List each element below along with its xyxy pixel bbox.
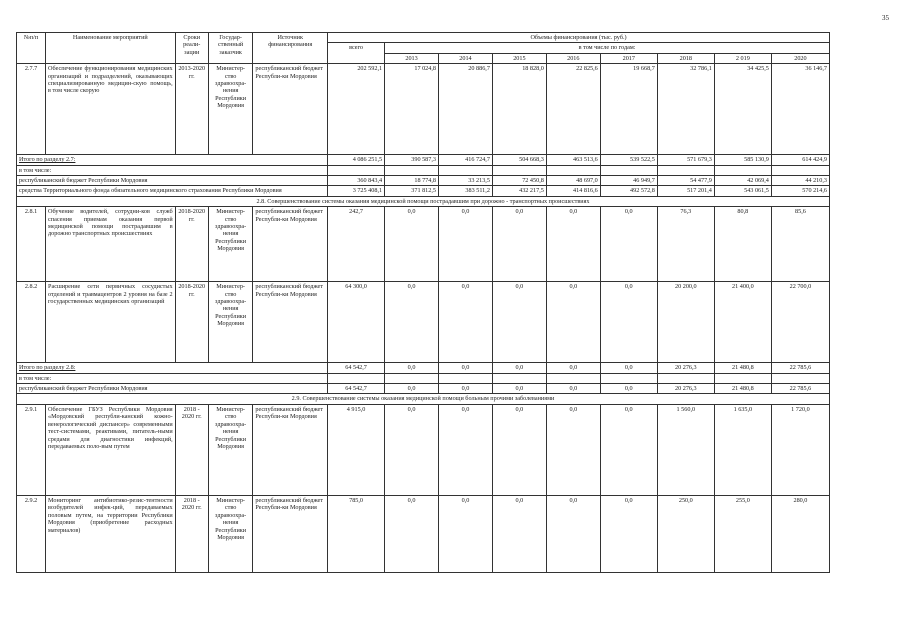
value-cell: 360 843,4	[328, 176, 385, 186]
value-cell: 44 210,3	[771, 176, 829, 186]
row-customer: Министер-ство здравоохра-нения Республики Мордовия	[208, 282, 253, 363]
table-row	[17, 363, 830, 373]
row-num: 2.9.1	[17, 404, 46, 495]
row-customer: Министер-ство здравоохра-нения Республики Мордовия	[208, 207, 253, 282]
value-cell: 33 213,5	[439, 176, 493, 186]
value-cell: 785,0	[328, 495, 385, 572]
value-cell: 0,0	[600, 363, 657, 373]
value-cell: 34 425,5	[714, 64, 771, 155]
row-customer: Министер-ство здравоохра-нения Республики Мордовия	[208, 404, 253, 495]
row-term: 2013-2020 гг.	[175, 64, 208, 155]
header-year: 2014	[439, 53, 493, 63]
value-cell: 416 724,7	[439, 155, 493, 165]
value-cell: 543 061,5	[714, 186, 771, 196]
value-cell: 383 511,2	[439, 186, 493, 196]
value-cell: 64 542,7	[328, 363, 385, 373]
value-cell: 255,0	[714, 495, 771, 572]
row-customer: Министер-ство здравоохра-нения Республики Мордовия	[208, 495, 253, 572]
page-number: 35	[882, 14, 889, 22]
value-cell: 0,0	[546, 363, 600, 373]
table-row	[17, 207, 830, 282]
total-label: Итого по разделу 2.8:	[17, 363, 328, 373]
table-row	[17, 165, 830, 175]
value-cell: 0,0	[385, 363, 439, 373]
value-cell: 18 828,0	[492, 64, 546, 155]
header-year: 2016	[546, 53, 600, 63]
value-cell: 17 024,8	[385, 64, 439, 155]
financing-table	[16, 32, 830, 573]
header-total: всего	[328, 43, 385, 64]
value-cell: 571 679,3	[657, 155, 714, 165]
header-volumes: Объемы финансирования (тыс. руб.)	[328, 33, 830, 43]
row-source: республиканский бюджет Республи-ки Мордовия	[253, 64, 328, 155]
value-cell: 0,0	[600, 384, 657, 394]
table-row	[17, 176, 830, 186]
row-event: Расширение сети первичных сосудистых отделений и травмацентров 2 уровня на базе 2 государственных медицинских организаций	[46, 282, 176, 363]
row-source: республиканский бюджет Республи-ки Мордовия	[253, 495, 328, 572]
value-cell: 21 480,8	[714, 363, 771, 373]
row-term: 2018-2020 гг.	[175, 207, 208, 282]
value-cell: 463 513,6	[546, 155, 600, 165]
value-cell: 0,0	[600, 495, 657, 572]
value-cell: 371 812,5	[385, 186, 439, 196]
value-cell: 22 700,0	[771, 282, 829, 363]
table-row	[17, 186, 830, 196]
value-cell: 539 522,5	[600, 155, 657, 165]
value-cell: 0,0	[385, 384, 439, 394]
row-term: 2018 - 2020 гг.	[175, 495, 208, 572]
row-num: 2.9.2	[17, 495, 46, 572]
value-cell: 0,0	[439, 363, 493, 373]
value-cell: 0,0	[546, 282, 600, 363]
header-year: 2013	[385, 53, 439, 63]
tfoms-label: средства Территориального фонда обязательного медицинского страхования Республики Мордовия	[17, 186, 328, 196]
row-term: 2018 - 2020 гг.	[175, 404, 208, 495]
table-row	[17, 155, 830, 165]
value-cell: 614 424,9	[771, 155, 829, 165]
value-cell: 76,3	[657, 207, 714, 282]
row-num: 2.8.1	[17, 207, 46, 282]
value-cell: 492 572,8	[600, 186, 657, 196]
value-cell: 0,0	[385, 207, 439, 282]
header-year: 2015	[492, 53, 546, 63]
value-cell: 1 720,0	[771, 404, 829, 495]
value-cell: 0,0	[439, 282, 493, 363]
value-cell: 0,0	[439, 207, 493, 282]
value-cell: 570 214,6	[771, 186, 829, 196]
value-cell: 0,0	[546, 207, 600, 282]
value-cell: 0,0	[546, 384, 600, 394]
row-event: Обеспечение ГБУЗ Республики Мордовия «Мордовский республи-канский кожно-венерологический диспансер» современными тест-системами, реактивами, питатель-ными средами для диагностики инфекций, передаваемых поло-вым путем	[46, 404, 176, 495]
value-cell: 414 816,6	[546, 186, 600, 196]
value-cell: 0,0	[600, 282, 657, 363]
table-row	[17, 373, 830, 383]
value-cell: 22 785,6	[771, 384, 829, 394]
value-cell: 20 276,3	[657, 363, 714, 373]
value-cell: 0,0	[439, 495, 493, 572]
value-cell: 0,0	[546, 404, 600, 495]
header-num: №п/п	[17, 33, 46, 64]
header-term: Сроки реали-зации	[175, 33, 208, 64]
section-title: 2.8. Совершенствование системы оказания медицинской помощи пострадавшим при дорожно - транспортных происшествиях	[17, 196, 830, 206]
section-row	[17, 394, 830, 404]
section-row	[17, 196, 830, 206]
row-num: 2.7.7	[17, 64, 46, 155]
value-cell: 21 480,8	[714, 384, 771, 394]
row-event: Мониторинг антибиотико-резис-тентности возбудителей инфек-ций, передаваемых половым путем, на территории Республики Мордовия (приобретение расходных материалов)	[46, 495, 176, 572]
row-source: республиканский бюджет Республи-ки Мордовия	[253, 282, 328, 363]
value-cell: 3 725 408,1	[328, 186, 385, 196]
header-source: Источник финансирования	[253, 33, 328, 64]
value-cell: 432 217,5	[492, 186, 546, 196]
value-cell: 280,0	[771, 495, 829, 572]
value-cell: 0,0	[600, 207, 657, 282]
budget-label: республиканский бюджет Республики Мордовия	[17, 384, 328, 394]
budget-label: республиканский бюджет Республики Мордовия	[17, 176, 328, 186]
value-cell: 18 774,8	[385, 176, 439, 186]
value-cell: 1 635,0	[714, 404, 771, 495]
value-cell: 32 786,1	[657, 64, 714, 155]
total-label: Итого по разделу 2.7:	[17, 155, 328, 165]
value-cell: 0,0	[439, 404, 493, 495]
row-term: 2018-2020 гг.	[175, 282, 208, 363]
value-cell: 585 130,9	[714, 155, 771, 165]
value-cell: 0,0	[546, 495, 600, 572]
value-cell: 202 592,1	[328, 64, 385, 155]
value-cell: 22 825,6	[546, 64, 600, 155]
value-cell: 0,0	[492, 384, 546, 394]
header-year: 2 019	[714, 53, 771, 63]
header-year: 2020	[771, 53, 829, 63]
row-num: 2.8.2	[17, 282, 46, 363]
value-cell: 504 668,3	[492, 155, 546, 165]
row-source: республиканский бюджет Республи-ки Мордовия	[253, 207, 328, 282]
table-row	[17, 64, 830, 155]
value-cell: 250,0	[657, 495, 714, 572]
incl-label: в том числе:	[17, 373, 328, 383]
value-cell: 0,0	[492, 363, 546, 373]
value-cell: 0,0	[492, 404, 546, 495]
header-year: 2017	[600, 53, 657, 63]
table-row	[17, 404, 830, 495]
value-cell: 0,0	[492, 495, 546, 572]
value-cell: 0,0	[439, 384, 493, 394]
table-row	[17, 495, 830, 572]
value-cell: 20 886,7	[439, 64, 493, 155]
value-cell: 48 697,0	[546, 176, 600, 186]
value-cell: 64 300,0	[328, 282, 385, 363]
value-cell: 1 560,0	[657, 404, 714, 495]
value-cell: 54 477,9	[657, 176, 714, 186]
value-cell: 0,0	[385, 404, 439, 495]
row-source: республиканский бюджет Республи-ки Мордовия	[253, 404, 328, 495]
value-cell: 85,6	[771, 207, 829, 282]
value-cell: 36 146,7	[771, 64, 829, 155]
value-cell: 0,0	[492, 282, 546, 363]
header-customer: Государ-ственный заказчик	[208, 33, 253, 64]
section-title: 2.9. Совершенствование системы оказания медицинской помощи больным прочими заболеваниями	[17, 394, 830, 404]
value-cell: 390 587,3	[385, 155, 439, 165]
row-customer: Министер-ство здравоохра-нения Республики Мордовия	[208, 64, 253, 155]
header-year: 2018	[657, 53, 714, 63]
value-cell: 20 200,0	[657, 282, 714, 363]
row-event: Обучение водителей, сотрудни-ков служб спасения приемам оказания первой медицинской помощи пострадавшим в дорожно транспортных происшествиях	[46, 207, 176, 282]
value-cell: 0,0	[385, 495, 439, 572]
value-cell: 4 086 251,5	[328, 155, 385, 165]
value-cell: 4 915,0	[328, 404, 385, 495]
value-cell: 19 668,7	[600, 64, 657, 155]
value-cell: 22 785,6	[771, 363, 829, 373]
value-cell: 80,8	[714, 207, 771, 282]
value-cell: 20 276,3	[657, 384, 714, 394]
header-row-1	[17, 33, 830, 43]
header-by-years: в том числе по годам:	[385, 43, 830, 53]
table-row	[17, 282, 830, 363]
row-event: Обеспечение функционирования медицинских организаций и подразделений, оказывающих специализированную медицин-скую помощь, в том числе скорую	[46, 64, 176, 155]
value-cell: 0,0	[385, 282, 439, 363]
value-cell: 72 450,8	[492, 176, 546, 186]
value-cell: 42 069,4	[714, 176, 771, 186]
value-cell: 21 400,0	[714, 282, 771, 363]
value-cell: 46 949,7	[600, 176, 657, 186]
value-cell: 64 542,7	[328, 384, 385, 394]
value-cell: 517 201,4	[657, 186, 714, 196]
incl-label: в том числе:	[17, 165, 328, 175]
value-cell: 0,0	[492, 207, 546, 282]
header-event: Наименование мероприятий	[46, 33, 176, 64]
table-row	[17, 384, 830, 394]
value-cell: 242,7	[328, 207, 385, 282]
value-cell: 0,0	[600, 404, 657, 495]
